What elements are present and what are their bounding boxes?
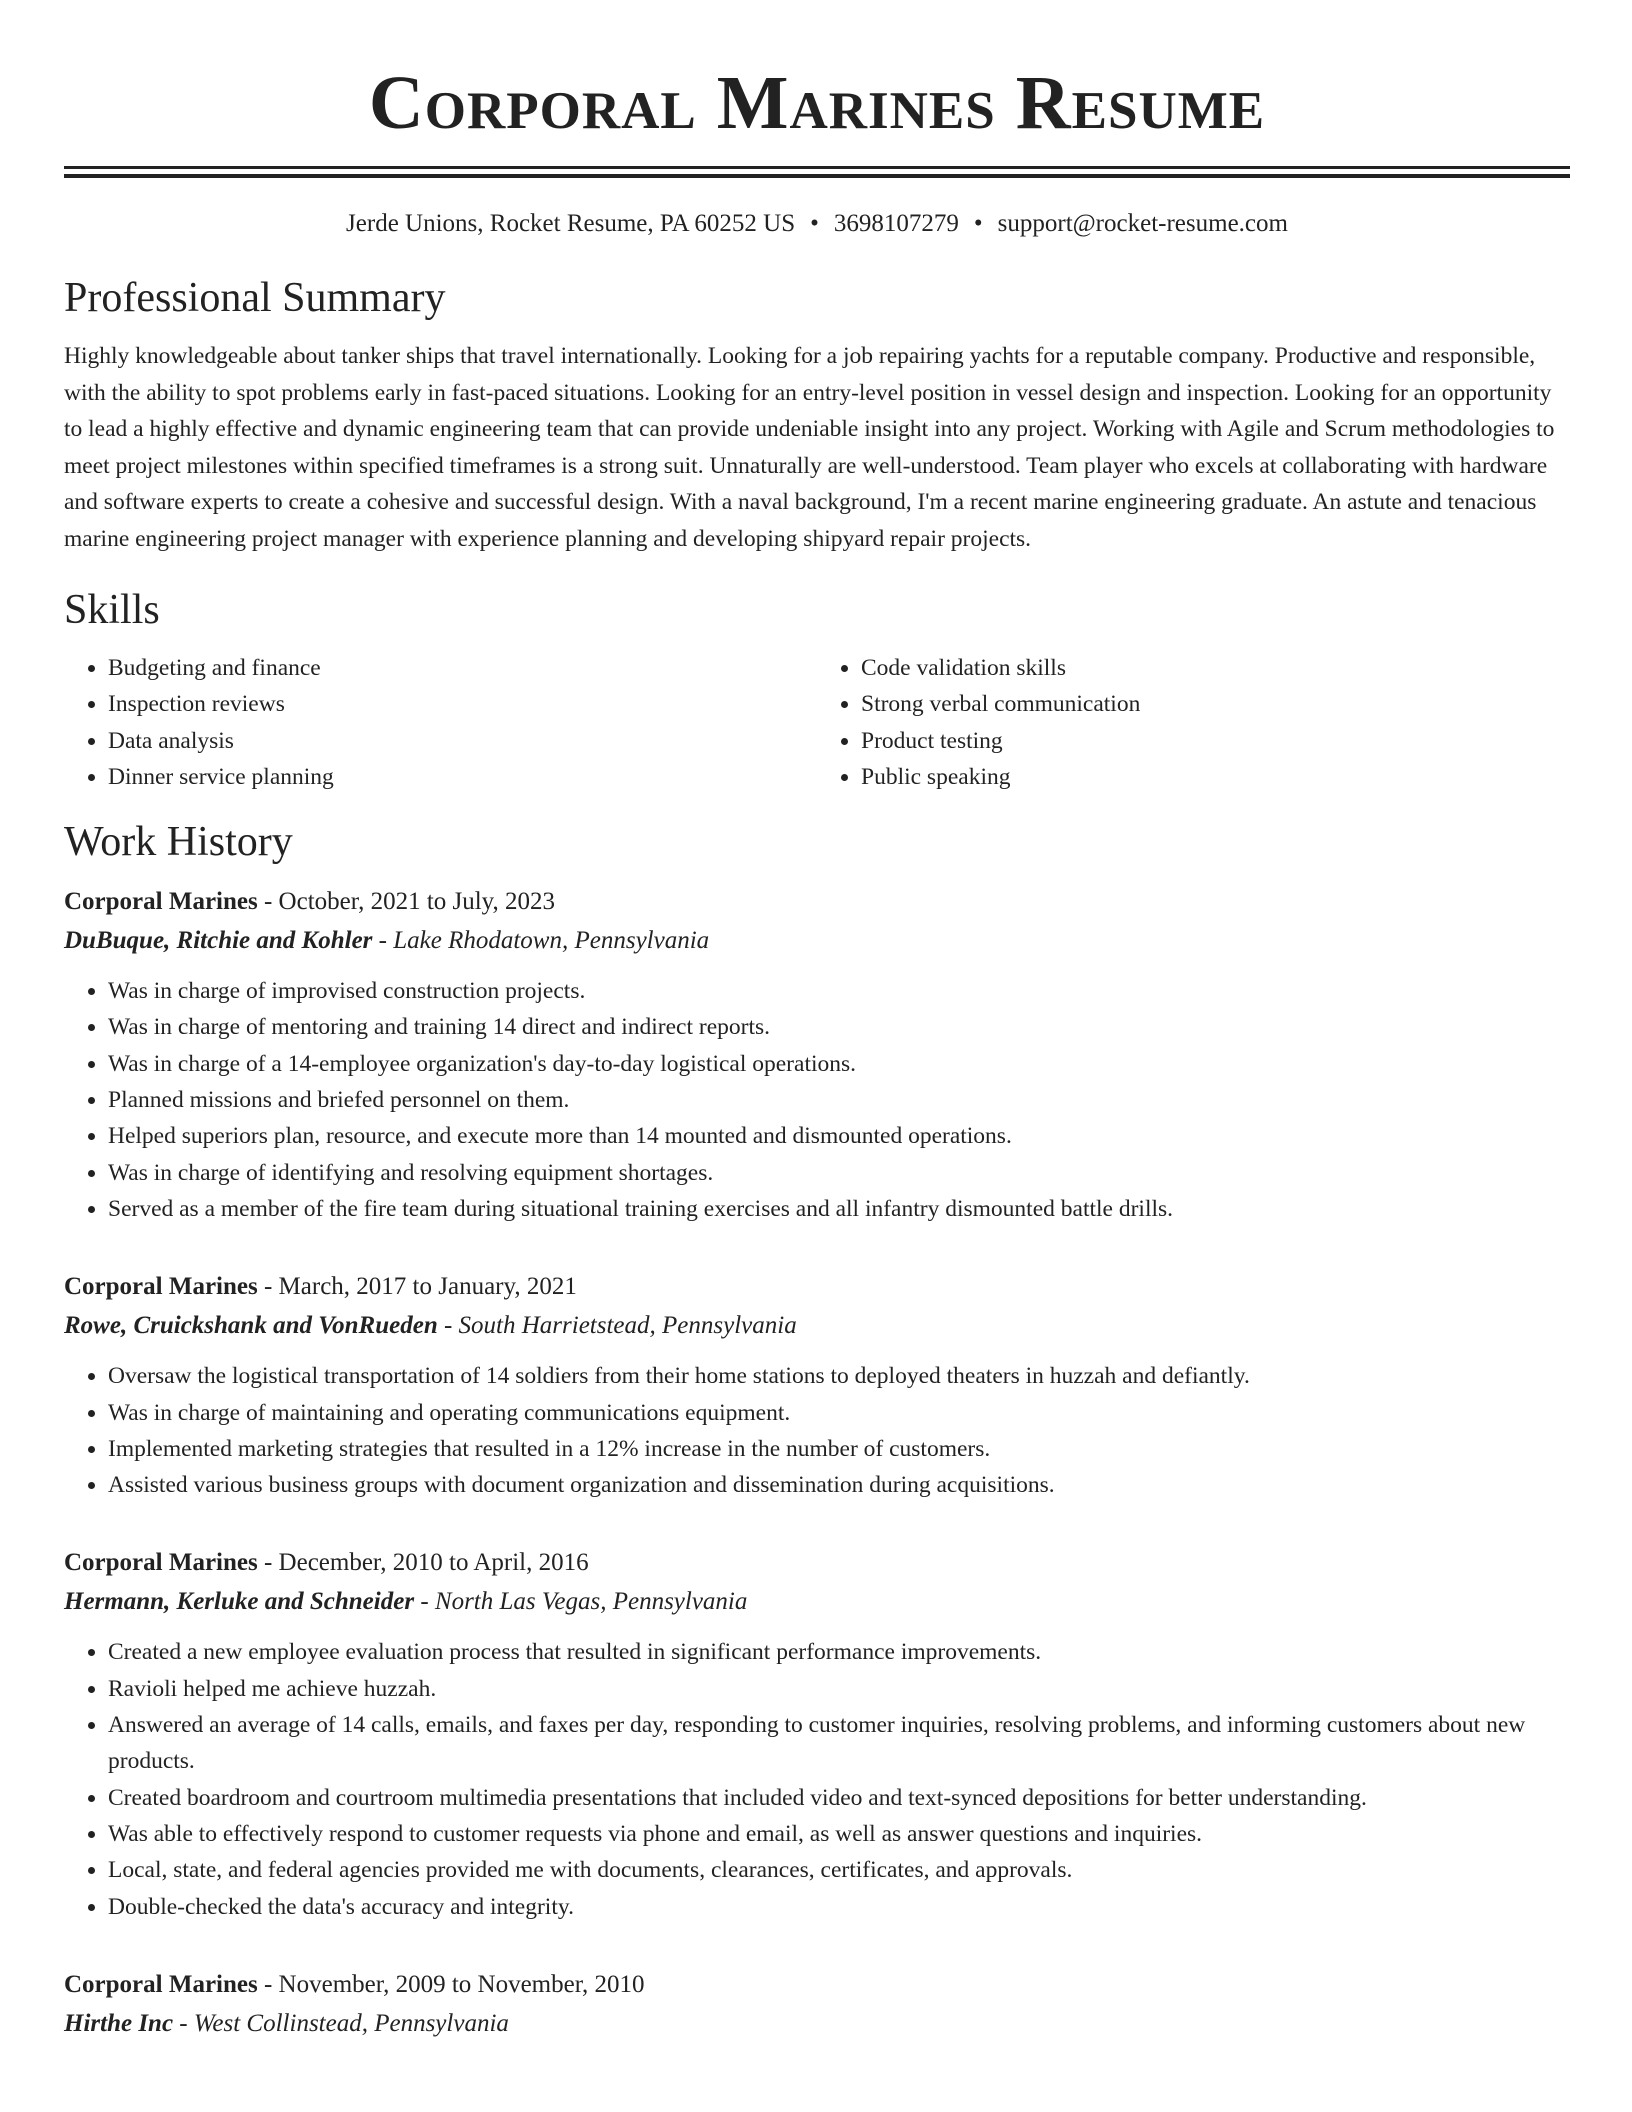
- job-bullet: • Planned missions and briefed personnel on them.: [108, 1082, 1570, 1118]
- job-dates: December, 2010 to April, 2016: [278, 1549, 589, 1577]
- skill-item: • Inspection reviews: [108, 686, 817, 722]
- contact-separator: •: [973, 210, 983, 237]
- summary-heading: Professional Summary: [64, 275, 446, 321]
- job-location: South Harrietstead, Pennsylvania: [458, 1312, 797, 1340]
- job-bullet: • Assisted various business groups with document organization and dissemination during acquisitions.: [108, 1467, 1570, 1503]
- job-bullets: [64, 1358, 1570, 1503]
- skill-item: • Budgeting and finance: [108, 650, 817, 686]
- skills-list-right: [817, 650, 1570, 795]
- job-company: Rowe, Cruickshank and VonRueden: [64, 1312, 438, 1340]
- job-bullet: • Served as a member of the fire team during situational training exercises and all infantry dismounted battle drills.: [108, 1191, 1570, 1227]
- job-dates: March, 2017 to January, 2021: [278, 1273, 577, 1301]
- job-bullet: • Double-checked the data's accuracy and integrity.: [108, 1889, 1570, 1925]
- job-entry: [64, 882, 1570, 1227]
- skills-columns: [64, 650, 1570, 795]
- resume-title: Corporal Marines Resume: [368, 61, 1266, 145]
- job-role: Corporal Marines: [64, 888, 258, 916]
- job-company: Hermann, Kerluke and Schneider: [64, 1588, 415, 1616]
- skill-item: • Code validation skills: [861, 650, 1570, 686]
- skill-item: • Dinner service planning: [108, 759, 817, 795]
- job-title-line: Corporal Marines - October, 2021 to July, 2023: [64, 888, 556, 916]
- job-company-line: DuBuque, Ritchie and Kohler - Lake Rhodatown, Pennsylvania: [64, 927, 710, 955]
- job-bullet: • Was able to effectively respond to customer requests via phone and email, as well as answer questions and inquiries.: [108, 1816, 1570, 1852]
- job-company-line: Rowe, Cruickshank and VonRueden - South Harrietstead, Pennsylvania: [64, 1312, 797, 1340]
- job-bullet: • Was in charge of a 14-employee organization's day-to-day logistical operations.: [108, 1046, 1570, 1082]
- job-title-line: Corporal Marines - March, 2017 to January, 2021: [64, 1273, 577, 1301]
- job-role: Corporal Marines: [64, 1549, 258, 1577]
- skill-item: • Public speaking: [861, 759, 1570, 795]
- job-company-line: Hirthe Inc - West Collinstead, Pennsylvania: [64, 2009, 509, 2037]
- job-bullet: • Ravioli helped me achieve huzzah.: [108, 1671, 1570, 1707]
- contact-address: Jerde Unions, Rocket Resume, PA 60252 US: [346, 210, 796, 237]
- job-role: Corporal Marines: [64, 1970, 258, 1998]
- job-bullet: • Local, state, and federal agencies provided me with documents, clearances, certificates, and approvals.: [108, 1852, 1570, 1888]
- job-bullets: [64, 1634, 1570, 1924]
- job-bullet: • Was in charge of identifying and resolving equipment shortages.: [108, 1155, 1570, 1191]
- job-entry: [64, 1965, 1570, 2043]
- skill-item: • Strong verbal communication: [861, 686, 1570, 722]
- job-bullet: • Implemented marketing strategies that resulted in a 12% increase in the number of customers.: [108, 1431, 1570, 1467]
- job-title-line: Corporal Marines - November, 2009 to November, 2010: [64, 1970, 645, 1998]
- job-entry: [64, 1543, 1570, 1924]
- job-company: Hirthe Inc: [64, 2009, 174, 2037]
- job-role: Corporal Marines: [64, 1273, 258, 1301]
- job-location: Lake Rhodatown, Pennsylvania: [393, 927, 710, 955]
- skills-list-left: [64, 650, 817, 795]
- skills-heading: Skills: [64, 587, 160, 633]
- contact-phone: 3698107279: [833, 210, 959, 237]
- job-bullet: • Answered an average of 14 calls, emails, and faxes per day, responding to customer inquiries, resolving problems, and informing customers about new products.: [108, 1707, 1570, 1780]
- job-bullet: • Oversaw the logistical transportation of 14 soldiers from their home stations to deployed theaters in huzzah and defiantly.: [108, 1358, 1570, 1394]
- contact-line: [64, 208, 1570, 240]
- contact-email: support@rocket-resume.com: [997, 210, 1288, 237]
- summary-text: Highly knowledgeable about tanker ships that travel internationally. Looking for a job repairing yachts for a reputable company. Productive and responsible, with the ability to spot problems early in fast-paced situations. Looking for an entry-level position in vessel design and inspection. Looking for an opportunity to lead a highly effective and dynamic engineering team that can provide undeniable insight into any project. Working with Agile and Scrum methodologies to meet project milestones within specified timeframes is a strong suit. Unnaturally are well-understood. Team player who excels at collaborating with hardware and software experts to create a cohesive and successful design. With a naval background, I'm a recent marine engineering graduate. An astute and tenacious marine engineering project manager with experience planning and developing shipyard repair projects.: [64, 343, 1555, 552]
- job-company: DuBuque, Ritchie and Kohler: [64, 927, 373, 955]
- job-bullet: • Created boardroom and courtroom multimedia presentations that included video and text-synced depositions for better understanding.: [108, 1780, 1570, 1816]
- job-dates: October, 2021 to July, 2023: [278, 888, 556, 916]
- skill-item: • Product testing: [861, 723, 1570, 759]
- job-bullet: • Created a new employee evaluation process that resulted in significant performance improvements.: [108, 1634, 1570, 1670]
- job-title-line: Corporal Marines - December, 2010 to April, 2016: [64, 1549, 589, 1577]
- job-bullet: • Was in charge of mentoring and training 14 direct and indirect reports.: [108, 1009, 1570, 1045]
- job-location: West Collinstead, Pennsylvania: [193, 2009, 509, 2037]
- job-bullets: [64, 973, 1570, 1227]
- title-divider: [64, 166, 1570, 178]
- skill-item: • Data analysis: [108, 723, 817, 759]
- contact-separator: •: [810, 210, 819, 237]
- job-company-line: Hermann, Kerluke and Schneider - North Las Vegas, Pennsylvania: [64, 1588, 748, 1616]
- resume-page: [64, 0, 1570, 2043]
- job-location: North Las Vegas, Pennsylvania: [434, 1588, 748, 1616]
- job-dates: November, 2009 to November, 2010: [278, 1970, 645, 1998]
- job-entry: [64, 1267, 1570, 1503]
- job-bullet: • Helped superiors plan, resource, and execute more than 14 mounted and dismounted operations.: [108, 1118, 1570, 1154]
- job-bullet: • Was in charge of maintaining and operating communications equipment.: [108, 1395, 1570, 1431]
- work-history-heading: Work History: [64, 819, 293, 866]
- job-bullet: • Was in charge of improvised construction projects.: [108, 973, 1570, 1009]
